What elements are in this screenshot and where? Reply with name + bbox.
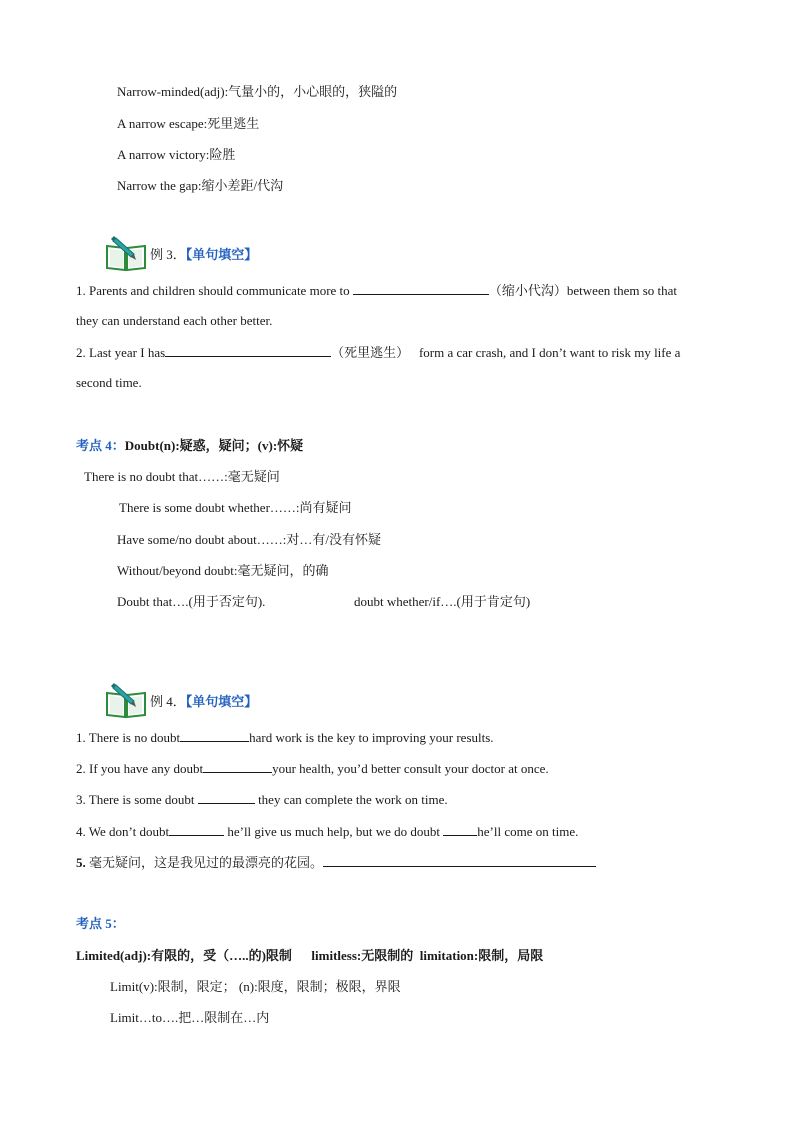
example-number: 例 4． bbox=[150, 694, 186, 709]
phrase-narrow-minded: Narrow-minded(adj):气量小的，小心眼的，狭隘的 bbox=[117, 84, 398, 99]
example-4-question-5: 5. 毫无疑问，这是我见过的最漂亮的花园。 bbox=[76, 854, 596, 871]
answer-blank[interactable] bbox=[165, 344, 331, 357]
point-5-line-2: Limit…to….把…限制在…内 bbox=[110, 1010, 270, 1025]
answer-blank[interactable] bbox=[169, 823, 224, 836]
example-4-label bbox=[150, 691, 257, 710]
example-3-question-1-cont: they can understand each other better. bbox=[76, 313, 273, 328]
point-4-doubt-that: Doubt that….(用于否定句). bbox=[117, 594, 266, 609]
phrase-narrow-victory: A narrow victory:险胜 bbox=[117, 147, 236, 162]
example-3-heading bbox=[104, 232, 304, 272]
book-pencil-icon bbox=[104, 232, 148, 272]
point-5-line-1: Limit(v):限制，限定； (n):限度，限制；极限，界限 bbox=[110, 979, 401, 994]
point-4-heading: 考点 4：Doubt(n):疑惑，疑问；(v):怀疑 bbox=[76, 438, 304, 453]
answer-blank[interactable] bbox=[198, 791, 255, 804]
example-type-tag: 【单句填空】 bbox=[185, 694, 258, 709]
phrase-narrow-escape: A narrow escape:死里逃生 bbox=[117, 116, 260, 131]
example-3-question-2-cont: second time. bbox=[76, 375, 142, 390]
phrase-narrow-gap: Narrow the gap:缩小差距/代沟 bbox=[117, 178, 284, 193]
point-4-phrase-1: There is no doubt that……:毫无疑问 bbox=[84, 469, 280, 484]
example-4-question-1: 1. There is no doubt hard work is the key to improving your results. bbox=[76, 730, 494, 745]
answer-blank[interactable] bbox=[443, 823, 477, 836]
example-3-question-2: 2. Last year I has （死里逃生） form a car crash, and I don’t want to risk my life a bbox=[76, 345, 681, 360]
book-pencil-icon bbox=[104, 679, 148, 719]
example-number: 例 3． bbox=[150, 247, 186, 262]
example-4-question-2: 2. If you have any doubt your health, you’d better consult your doctor at once. bbox=[76, 761, 549, 776]
example-3-question-1: 1. Parents and children should communicate more to （缩小代沟）between them so that bbox=[76, 283, 678, 298]
example-type-tag: 【单句填空】 bbox=[185, 247, 258, 262]
point-4-phrase-3: Have some/no doubt about……:对…有/没有怀疑 bbox=[117, 532, 381, 547]
answer-blank[interactable] bbox=[323, 854, 596, 867]
answer-blank[interactable] bbox=[353, 282, 489, 295]
point-4-phrase-2: There is some doubt whether……:尚有疑问 bbox=[119, 500, 352, 515]
example-4-question-3: 3. There is some doubt they can complete the work on time. bbox=[76, 792, 448, 807]
point-4-phrase-4: Without/beyond doubt:毫无疑问，的确 bbox=[117, 563, 329, 578]
answer-blank[interactable] bbox=[180, 729, 249, 742]
example-4-question-4: 4. We don’t doubt he’ll give us much help, but we do doubt he’ll come on time. bbox=[76, 824, 579, 839]
point-4-doubt-whether: doubt whether/if….(用于肯定句) bbox=[354, 594, 531, 609]
example-4-heading bbox=[104, 679, 304, 719]
answer-blank[interactable] bbox=[203, 760, 272, 773]
point-5-heading: Limited(adj):有限的，受（…..的)限制 limitless:无限制的 limitation:限制，局限 bbox=[76, 948, 544, 963]
example-3-label bbox=[150, 244, 257, 263]
point-5-title: 考点 5： bbox=[76, 916, 125, 931]
